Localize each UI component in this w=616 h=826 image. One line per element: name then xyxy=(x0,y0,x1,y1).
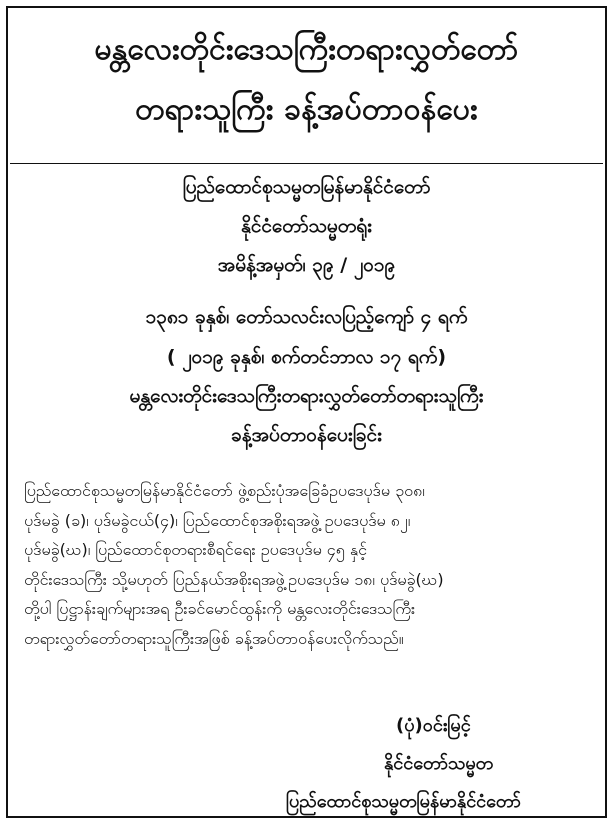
headline-line-2: တရားသူကြီး ခန့်အပ်တာဝန်ပေး xyxy=(135,92,478,127)
header-office: နိုင်ငံတော်သမ္မတရုံး xyxy=(241,215,372,237)
body-line-1: ပြည်ထောင်စုသမ္မတမြန်မာနိုင်ငံတော် ဖွဲ့စည်းပုံအခြေခံဥပဒေပုဒ်မ ၃၀၈၊ xyxy=(24,481,425,500)
subject-line-2: ခန့်အပ်တာဝန်ပေးခြင်း xyxy=(231,424,382,446)
date-gregorian: ( ၂၀၁၉ ခုနှစ်၊ စက်တင်ဘာလ ၁၇ ရက်) xyxy=(166,346,447,368)
date-myanmar: ၁၃၈၁ ခုနှစ်၊ တော်သလင်းလပြည့်ကျော် ၄ ရက် xyxy=(145,306,468,328)
signature-title: နိုင်ငံတော်သမ္မတ xyxy=(384,753,494,774)
body-line-2: ပုဒ်မခွဲ (ခ)၊ ပုဒ်မခွဲငယ်(၄)၊ ပြည်ထောင်စုအစိုးရအဖွဲ့ ဥပဒေပုဒ်မ ၈၂၊ xyxy=(24,510,411,530)
signature-country: ပြည်ထောင်စုသမ္မတမြန်မာနိုင်ငံတော် xyxy=(286,791,521,812)
subject-line-1: မန္တလေးတိုင်းဒေသကြီးတရားလွှတ်တော်တရားသူကြီး xyxy=(129,385,484,407)
notice-frame xyxy=(6,6,607,818)
signature-name: (ပုံ)ဝင်းမြင့် xyxy=(396,715,471,736)
body-line-6: တရားလွှတ်တော်တရားသူကြီးအဖြစ် ခန့်အပ်တာဝန်ပေးလိုက်သည်။ xyxy=(24,628,404,648)
body-line-4: တိုင်းဒေသကြီး သို့မဟုတ် ပြည်နယ်အစိုးရအဖွဲ့ဥပဒေပုဒ်မ ၁၈၊ ပုဒ်မခွဲ(ဃ) xyxy=(24,569,444,589)
order-number: အမိန့်အမှတ်၊ ၃၉ / ၂၀၁၉ xyxy=(217,254,396,276)
header-country: ပြည်ထောင်စုသမ္မတမြန်မာနိုင်ငံတော် xyxy=(182,176,431,198)
body-line-5: တို့ပါ ပြဋ္ဌာန်းချက်များအရ ဦးခင်မောင်ထွန်းကို မန္တလေးတိုင်းဒေသကြီး xyxy=(24,599,416,618)
headline-line-1: မန္တလေးတိုင်းဒေသကြီးတရားလွှတ်တော် xyxy=(94,32,519,67)
divider xyxy=(10,163,603,164)
body-line-3: ပုဒ်မခွဲ(ဃ)၊ ပြည်ထောင်စုတရားစီရင်ရေး ဥပဒေပုဒ်မ ၄၅ နှင့် xyxy=(24,540,368,559)
order-body xyxy=(24,476,591,653)
